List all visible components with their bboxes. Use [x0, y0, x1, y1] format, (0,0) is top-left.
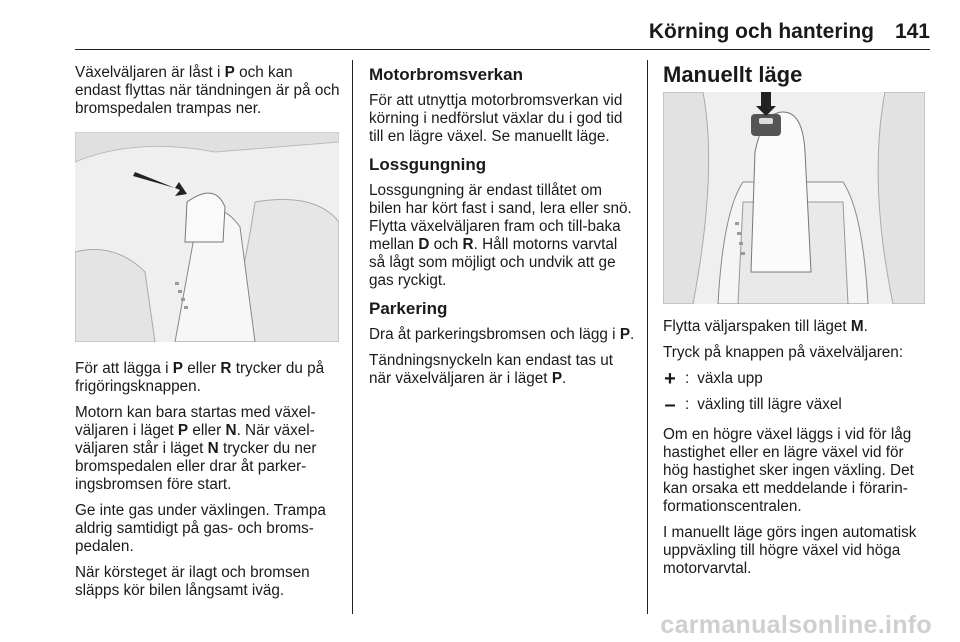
legend-colon: :	[685, 370, 690, 387]
header-title: Körning och hantering	[648, 20, 874, 43]
watermark: carmanualsonline.info	[660, 611, 932, 639]
legend-colon: :	[685, 396, 690, 413]
paragraph-move-to-m: Flytta väljarspaken till läget M.	[663, 318, 868, 335]
paragraph-no-gas: Ge inte gas under växlingen. Trampa aldrig samtidigt på gas- och broms-pedalen.	[75, 502, 326, 555]
gear-selector-illustration	[75, 132, 339, 342]
heading-motorbromsverkan: Motorbromsverkan	[369, 65, 523, 84]
paragraph-p-r: För att lägga i P eller R trycker du på frigöringsknappen.	[75, 360, 325, 395]
column-2	[369, 64, 637, 396]
plus-icon: +	[664, 368, 676, 390]
column-3	[663, 64, 931, 586]
paragraph-creep: När körsteget är ilagt och bromsen släpps kör bilen långsamt iväg.	[75, 564, 310, 599]
heading-manuellt-lage: Manuellt läge	[663, 62, 803, 87]
column-1	[75, 64, 341, 608]
paragraph-press-button: Tryck på knappen på växelväljaren:	[663, 344, 904, 361]
page-number: 141	[894, 20, 930, 43]
legend-downshift-text: växling till lägre växel	[697, 396, 842, 413]
paragraph-motorbromsverkan: För att utnyttja motorbromsverkan vid körning i nedförslut växlar du i god tid till en lägre växel. Se manuellt läge.	[369, 92, 623, 145]
legend-upshift-text: växla upp	[697, 370, 763, 387]
paragraph-lossgungning: Lossgungning är endast tillåtet om bilen har kört fast i sand, lera eller snö. Flytta växelväljaren fram och till-baka mellan D och R. Håll motorns varvtal så lågt som möjligt och undvik att ge gas ryckigt.	[369, 182, 632, 289]
heading-lossgungning: Lossgungning	[369, 155, 487, 174]
paragraph-engine-start: Motorn kan bara startas med växel-väljaren i läget P eller N. När växel-väljaren står i läget N trycker du ner bromspedalen eller drar åt parker-ingsbromsen före start.	[75, 404, 317, 493]
minus-icon: –	[664, 394, 676, 416]
legend-downshift	[663, 396, 931, 414]
column-divider-2	[647, 60, 648, 614]
intro-paragraph: Växelväljaren är låst i P och kan endast flyttas när tändningen är på och bromspedalen trampas ner.	[75, 64, 340, 117]
header-rule	[75, 49, 930, 50]
column-divider-1	[352, 60, 353, 614]
paragraph-no-auto-upshift: I manuellt läge görs ingen automatisk uppväxling till högre växel vid höga motorvarvtal.	[663, 524, 917, 577]
heading-parkering: Parkering	[369, 299, 448, 318]
paragraph-key-removal: Tändningsnyckeln kan endast tas ut när växelväljaren är i läget P.	[369, 352, 614, 387]
legend-upshift	[663, 370, 931, 388]
manual-mode-illustration	[663, 92, 925, 304]
paragraph-no-shift: Om en högre växel läggs i vid för låg hastighet eller en lägre växel vid för hög hastighet sker ingen växling. Det kan orsaka ett meddelande i förarin-formationscentralen.	[663, 426, 914, 515]
paragraph-parkering: Dra åt parkeringsbromsen och lägg i P.	[369, 326, 635, 343]
